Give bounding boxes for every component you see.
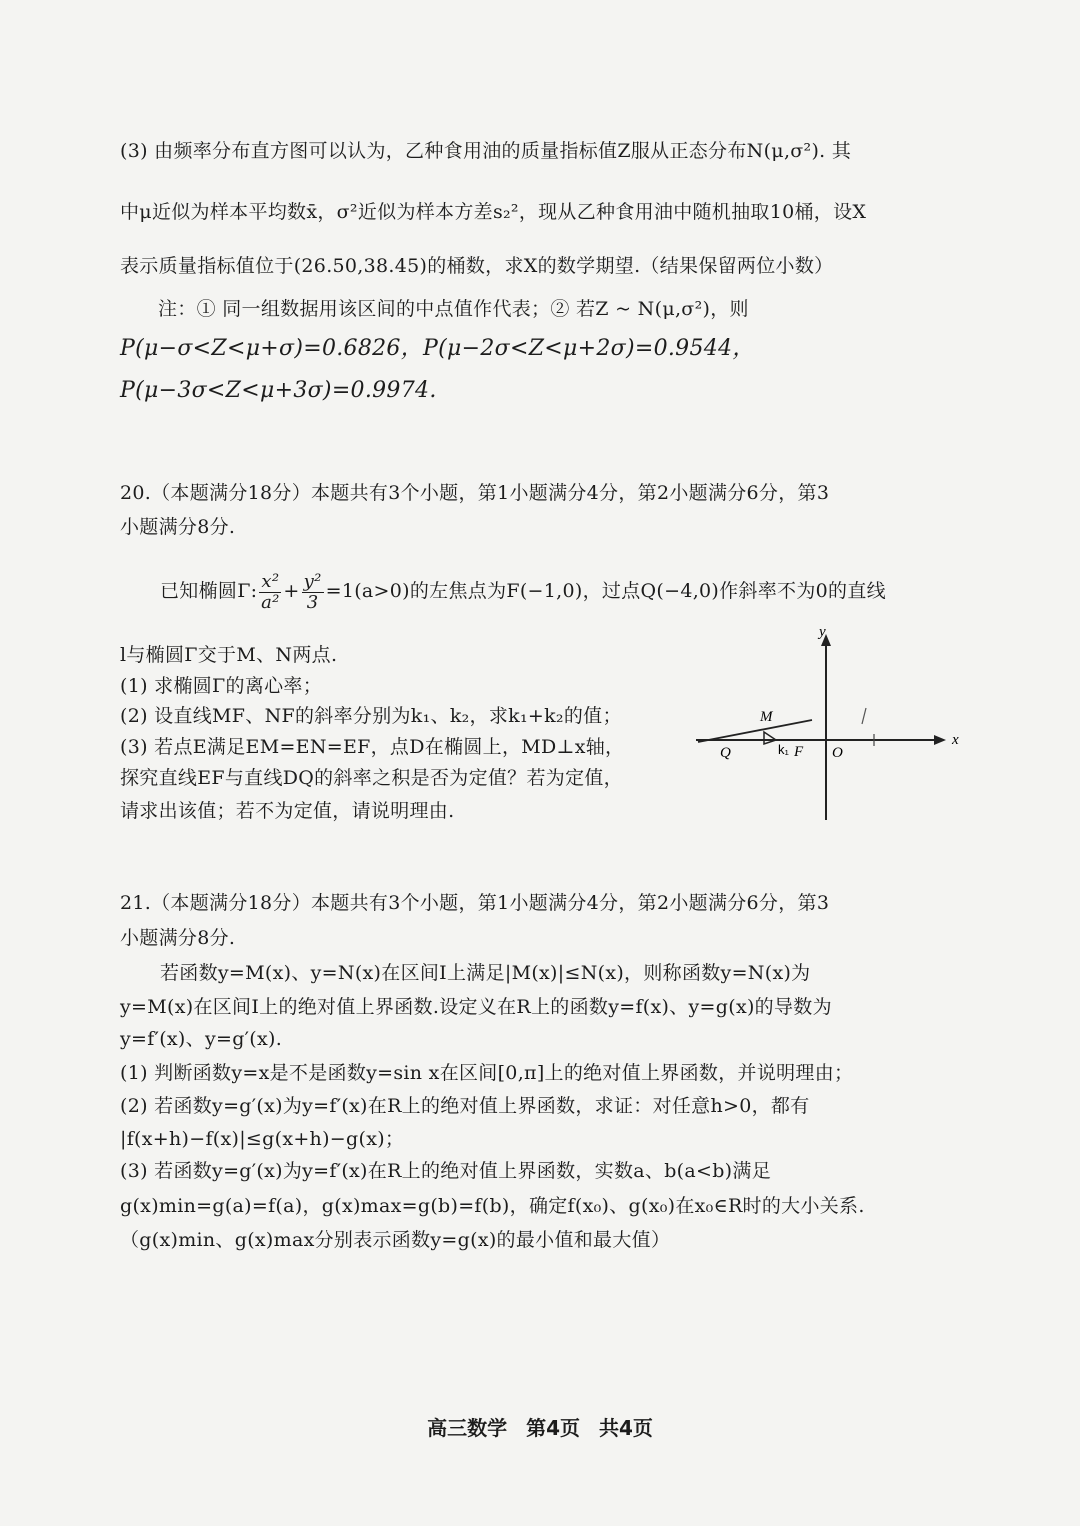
q20-stem-line2: l与椭圆Γ交于M、N两点. [120, 644, 338, 666]
label-y: y [819, 624, 826, 640]
q19-note: 注：① 同一组数据用该区间的中点值作代表；② 若Z ~ N(μ,σ²)，则 [158, 298, 749, 320]
fraction-numerator: y² [303, 570, 322, 592]
fraction-y2-3 [302, 572, 324, 613]
pen-mark-small [862, 708, 866, 724]
q21-definition-line2: y=M(x)在区间I上的绝对值上界函数.设定义在R上的函数y=f(x)、y=g(x)的导数为 [120, 996, 832, 1018]
fraction-numerator: x² [261, 570, 280, 592]
q21-header-line2: 小题满分8分. [120, 927, 236, 949]
label-k1: k₁ [778, 742, 789, 757]
q20-part3-line2: 探究直线EF与直线DQ的斜率之积是否为定值？若为定值， [120, 767, 623, 789]
q20-header-line2: 小题满分8分. [120, 516, 236, 538]
label-q: Q [720, 745, 731, 761]
page-footer [0, 1412, 1080, 1441]
q20-part2: (2) 设直线MF、NF的斜率分别为k₁、k₂，求k₁+k₂的值； [120, 705, 622, 727]
q20-stem-prefix: 已知椭圆Γ: [160, 580, 258, 602]
q21-part3-line3: （g(x)min、g(x)max分别表示函数y=g(x)的最小值和最大值） [120, 1229, 671, 1251]
q20-stem-suffix: =1(a>0)的左焦点为F(−1,0)，过点Q(−4,0)作斜率不为0的直线 [325, 580, 886, 602]
q21-part2-line2: |f(x+h)−f(x)|≤g(x+h)−g(x)； [120, 1128, 405, 1150]
q19-part3-line3: 表示质量指标值位于(26.50,38.45)的桶数，求X的数学期望.（结果保留两位小数） [120, 255, 834, 277]
label-x: x [952, 732, 959, 748]
label-m: M [760, 709, 773, 725]
q21-part3-line1: (3) 若函数y=g′(x)为y=f′(x)在R上的绝对值上界函数，实数a、b(a<b)满足 [120, 1160, 771, 1182]
fraction-x2-a2 [259, 572, 281, 613]
q19-prob-line1: P(μ−σ<Z<μ+σ)=0.6826，P(μ−2σ<Z<μ+2σ)=0.9544， [120, 336, 755, 361]
q20-part3-line3: 请求出该值；若不为定值，请说明理由. [120, 800, 455, 822]
plus-sign: + [283, 580, 300, 602]
q20-part3-line1: (3) 若点E满足EM=EN=EF，点D在椭圆上，MD⊥x轴， [120, 736, 625, 758]
q20-stem-line1 [160, 568, 886, 614]
q19-part3-line2: 中μ近似为样本平均数x̄，σ²近似为样本方差s₂²，现从乙种食用油中随机抽取10桶，设X [120, 201, 867, 223]
q21-part2-line1: (2) 若函数y=g′(x)为y=f′(x)在R上的绝对值上界函数，求证：对任意h>0，都有 [120, 1095, 810, 1117]
line-l [698, 720, 812, 742]
q20-part1: (1) 求椭圆Γ的离心率； [120, 675, 323, 697]
q20-figure [690, 620, 970, 830]
q21-part3-line2: g(x)min=g(a)=f(a)，g(x)max=g(b)=f(b)，确定f(x₀)、g(x₀)在x₀∈R时的大小关系. [120, 1195, 865, 1217]
fraction-denominator: a² [261, 591, 280, 613]
footer-subject: 高三数学 [427, 1416, 508, 1440]
label-f: F [794, 744, 804, 760]
fraction-denominator: 3 [306, 591, 319, 613]
x-axis-arrow-icon [934, 735, 946, 745]
q20-header-line1: 20.（本题满分18分）本题共有3个小题，第1小题满分4分，第2小题满分6分，第3 [120, 482, 830, 504]
pen-mark [764, 732, 776, 744]
footer-page-number: 第4页 [526, 1416, 580, 1440]
q21-definition-line3: y=f′(x)、y=g′(x). [120, 1028, 283, 1050]
q21-definition-line1: 若函数y=M(x)、y=N(x)在区间I上满足|M(x)|≤N(x)，则称函数y=N(x)为 [160, 962, 811, 984]
q19-part3-line1: (3) 由频率分布直方图可以认为，乙种食用油的质量指标值Z服从正态分布N(μ,σ²). 其 [120, 140, 852, 162]
label-origin: O [832, 745, 843, 761]
q21-header-line1: 21.（本题满分18分）本题共有3个小题，第1小题满分4分，第2小题满分6分，第3 [120, 892, 830, 914]
footer-total-pages: 共4页 [598, 1416, 653, 1440]
q21-part1: (1) 判断函数y=x是不是函数y=sin x在区间[0,π]上的绝对值上界函数，并说明理由； [120, 1062, 854, 1084]
q19-prob-line2: P(μ−3σ<Z<μ+3σ)=0.9974. [120, 378, 437, 403]
